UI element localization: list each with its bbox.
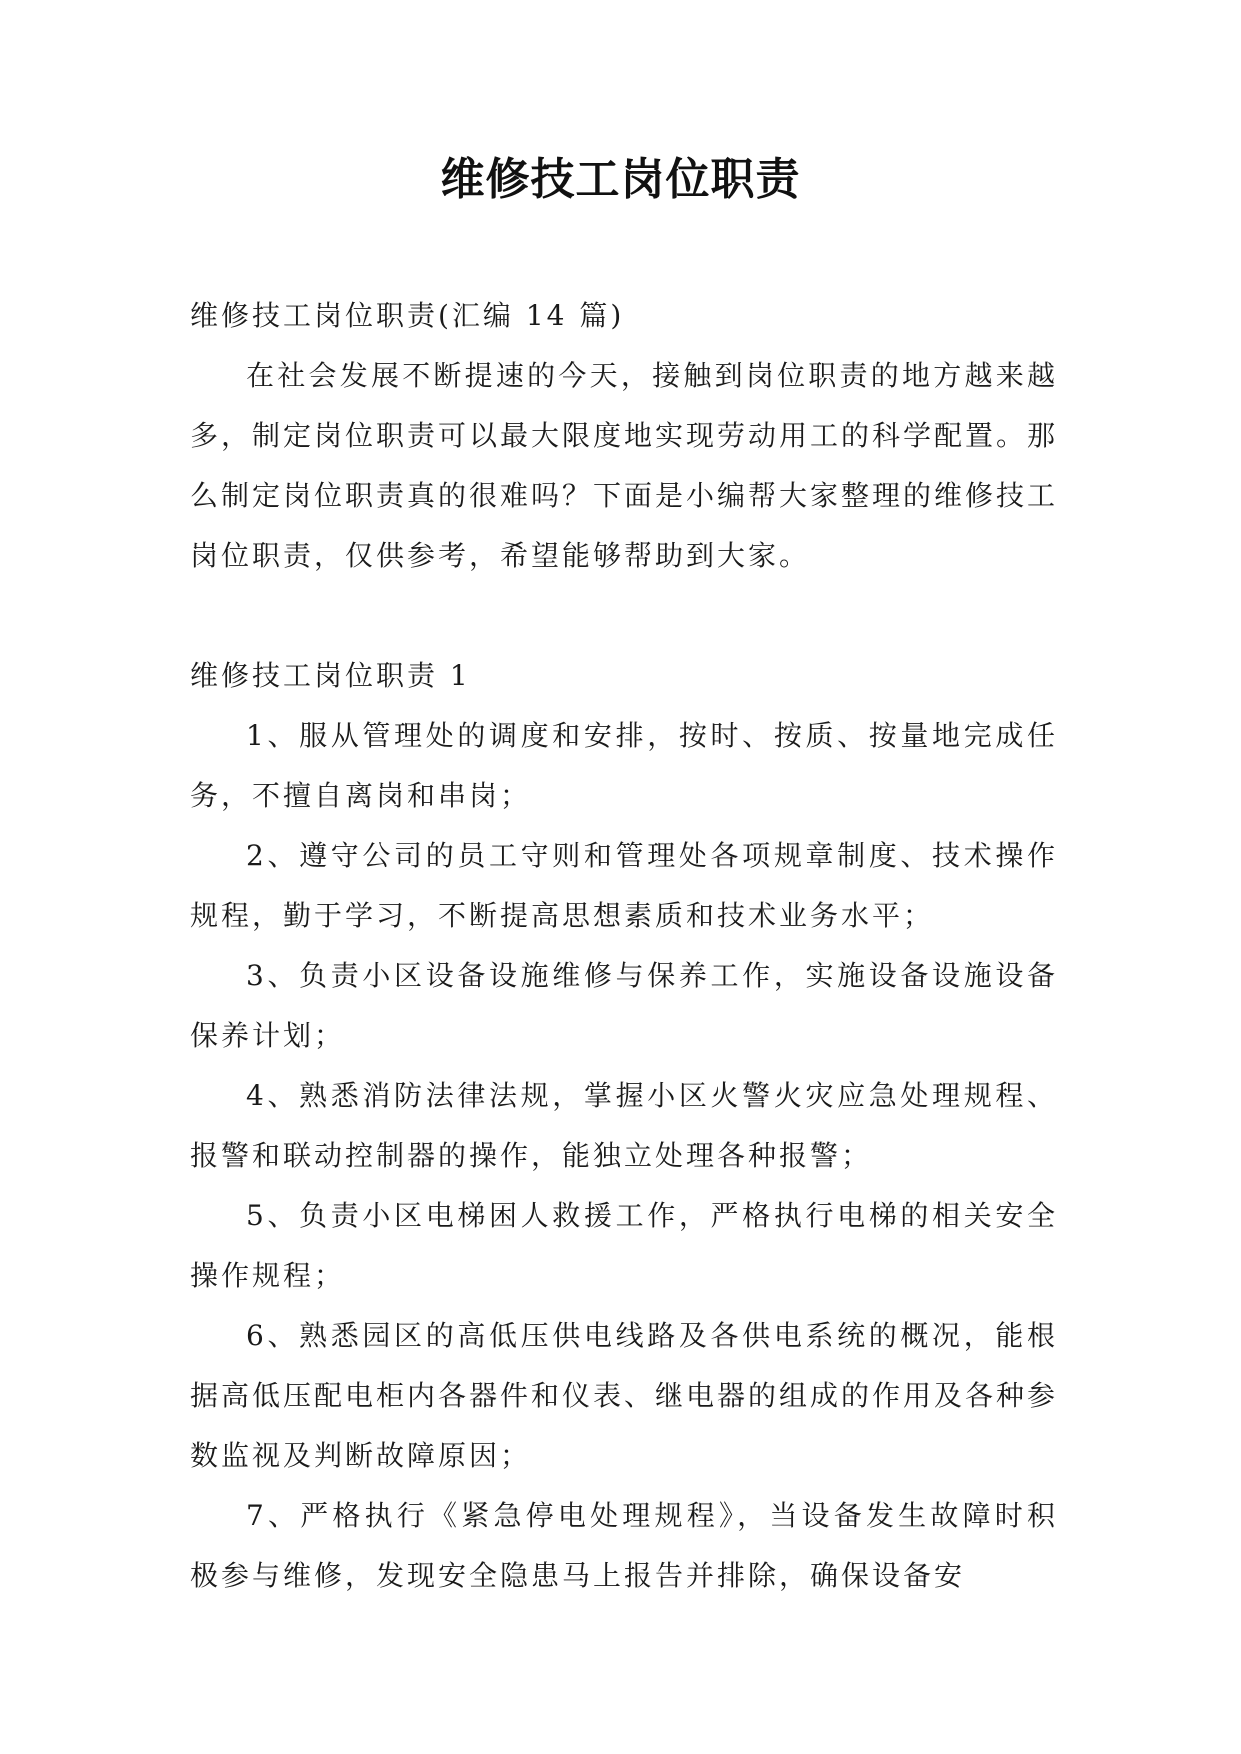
paragraph-spacer — [190, 586, 1058, 646]
document-subtitle: 维修技工岗位职责(汇编 14 篇) — [190, 299, 625, 332]
document-title: 维修技工岗位职责 — [440, 154, 801, 205]
intro-paragraph: 在社会发展不断提速的今天，接触到岗位职责的地方越来越多，制定岗位职责可以最大限度地实现劳动用工的科学配置。那么制定岗位职责真的很难吗？下面是小编帮大家整理的维修技工岗位职责，仅供参考，希望能够帮助到大家。 — [190, 359, 1059, 572]
section-heading: 维修技工岗位职责 1 — [190, 659, 471, 692]
duty-item: 4、熟悉消防法律法规，掌握小区火警火灾应急处理规程、报警和联动控制器的操作，能独立处理各种报警； — [190, 1079, 1058, 1172]
duty-item: 1、服从管理处的调度和安排，按时、按质、按量地完成任务，不擅自离岗和串岗； — [190, 719, 1058, 812]
duty-item: 6、熟悉园区的高低压供电线路及各供电系统的概况，能根据高低压配电柜内各器件和仪表、继电器的组成的作用及各种参数监视及判断故障原因； — [190, 1319, 1059, 1472]
duty-item: 5、负责小区电梯困人救援工作，严格执行电梯的相关安全操作规程； — [190, 1199, 1058, 1292]
duty-item: 3、负责小区设备设施维修与保养工作，实施设备设施设备保养计划； — [190, 959, 1058, 1052]
duty-item: 7、严格执行《紧急停电处理规程》，当设备发生故障时积极参与维修，发现安全隐患马上报告并排除，确保设备安 — [190, 1499, 1058, 1592]
document-body — [190, 286, 1058, 1606]
duty-item: 2、遵守公司的员工守则和管理处各项规章制度、技术操作规程，勤于学习，不断提高思想素质和技术业务水平； — [190, 839, 1058, 932]
